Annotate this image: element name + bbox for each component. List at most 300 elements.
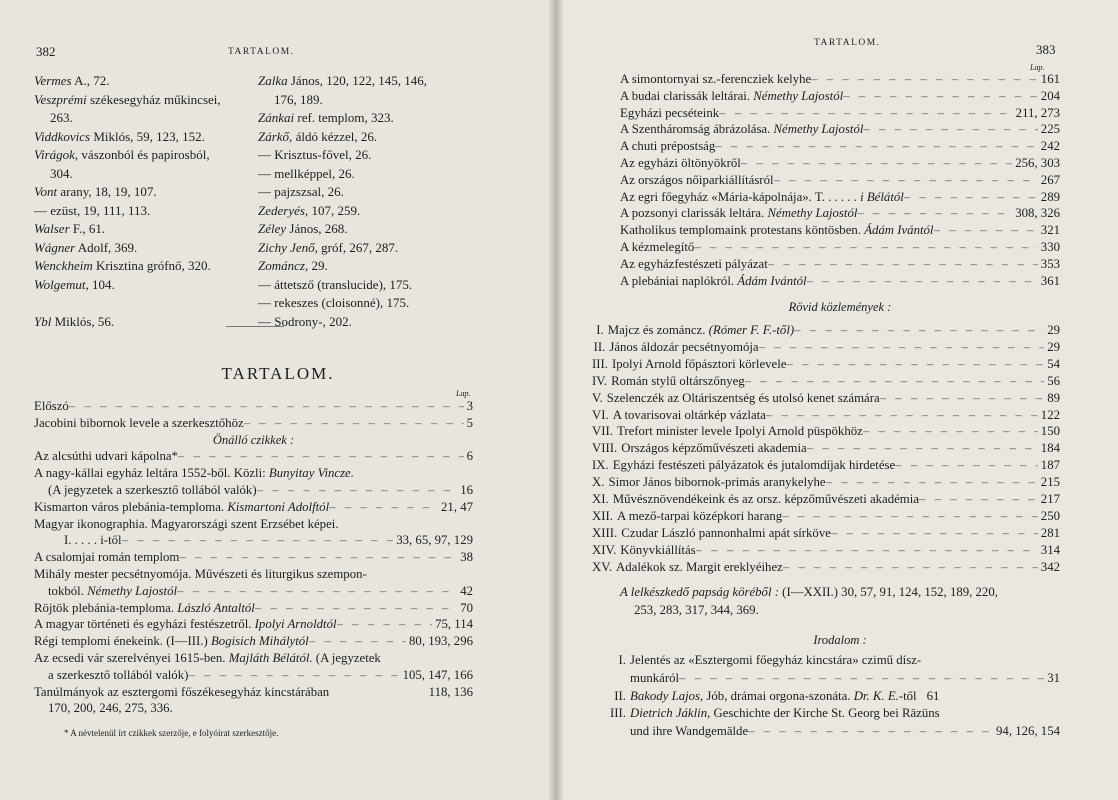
toc-entry-text: Az egyházfestészeti pályázat [620,256,768,271]
index-entry [258,294,498,313]
left-page [0,0,556,800]
toc-entry-author: Némethy Lajostól [767,206,858,221]
toc-leader [337,616,433,633]
toc-entry-text: A budai clarissák leltárai. [620,88,751,103]
toc-entry-text: Az egyházi öltönyökről [620,155,741,170]
toc-entry-title [34,549,179,566]
toc-entry-page: 16 [460,482,473,497]
toc-leader [811,71,1038,88]
toc-entry-title [620,155,741,172]
index-entry [258,239,498,258]
rovid-entry-title [617,423,863,440]
toc-entry-title [34,650,381,667]
toc-entry [34,549,473,566]
toc-entry-text: Kismarton város plebánia-temploma. [34,499,225,514]
rovid-entry-page: 250 [1040,508,1060,523]
toc-entry-title [48,700,173,717]
rovid-entry [592,525,1060,542]
index-entry-name: Zéley [258,221,287,236]
index-entry [34,91,258,110]
rovid-entry-page: 281 [1040,525,1060,540]
toc-entry [34,516,473,533]
index-entry-refs: 176, 189. [274,91,323,107]
toc-entry [34,650,473,667]
index-entry-refs: Miklós, 56. [51,313,115,329]
rovid-entry-text: Művésznövendékeink és az orsz. képzőművészeti akadémia [612,492,919,507]
toc-entry-title [34,465,354,482]
toc-entry-author: László Antaltól [177,600,255,615]
toc-entry-page: 75, 114 [435,617,473,632]
rovid-entry-title [611,373,745,390]
rovid-entry-number: VI. [592,407,609,422]
rovid-entry-text: A mező-tarpai középkori harang [616,508,783,523]
toc-entry-title [620,205,857,222]
rovid-entry [592,390,1060,407]
toc-leader [715,138,1038,155]
rovid-entry [592,407,1060,424]
toc-entry-page: 361 [1040,273,1060,288]
rovid-entry-text: Trefort minister levele Ipolyi Arnold püspökhöz [616,424,863,439]
index-entry-name: Virágok, [34,147,79,162]
toc-leader [880,390,1045,407]
rovid-entry-page: 89 [1047,390,1060,405]
toc-entry-text-2: (A jegyzetek [312,650,381,665]
toc-entry-title [620,256,768,273]
toc-entry-text: A kézmelegítő [620,239,695,254]
toc-entry-title [620,71,811,88]
rovid-entry [592,457,1060,474]
index-entry [34,202,258,221]
toc-entry-title [34,499,329,516]
index-column-1 [34,72,258,331]
toc-entry [620,239,1060,256]
toc-entry-page: 6 [466,449,473,464]
index-entry-refs: 263. [50,110,73,125]
toc-entry-page: 242 [1040,139,1060,154]
toc-leader [895,457,1038,474]
toc-entry-page: 80, 193, 296 [409,634,473,649]
index-entry-refs: — pajzszsal, 26. [258,184,344,199]
toc-leader [741,155,1012,172]
toc-entry-author: i Bélától [860,189,904,204]
toc-entry-author: Ádám Ivántól [737,273,807,288]
toc-entry-author: Némethy Lajostól [753,88,844,103]
lelkesz-label: A lelkészkedő papság köréből : [620,585,779,599]
toc-entry-text: Mihály mester pecsétnyomója. Művészeti és liturgikus szempon- [34,566,367,581]
rovid-entry-number: IX. [592,458,609,473]
toc-entry [34,499,473,516]
toc-entry [34,700,473,717]
index-entry [34,165,258,184]
rovid-entry-text: Ipolyi Arnold főpásztori körlevele [611,356,787,371]
toc-entry-text: Katholikus templomaink protestans köntösben. [620,223,861,238]
toc-entry-author: Ádám Ivántól [864,223,934,238]
index-entry [34,313,258,332]
index-entry [34,109,258,128]
toc-leader [178,448,464,465]
index-entry-refs: gróf, 267, 287. [317,239,399,255]
index-entry [258,165,498,184]
toc-entry [34,633,473,650]
toc-entry [620,88,1060,105]
toc-entry-text: Röjtök plebánia-temploma. [34,600,175,615]
rovid-entry-page: 150 [1040,424,1060,439]
rovid-entry [592,356,1060,373]
toc-entry-text: Jacobini bibornok levele a szerkesztőhöz [34,415,244,430]
index-entry [34,128,258,147]
toc-entry [620,71,1060,88]
toc-entry-page: 204 [1040,88,1060,103]
rovid-entry-title [608,322,794,339]
index-entry-name: Zederyés, [258,202,309,218]
subhead-rovid: Rövid közlemények : [788,300,892,314]
toc-leader [831,525,1038,542]
footnote: * A névtelenül írt czikkek szerzője, e folyóirat szerkesztője. [64,728,279,738]
rovid-entry-title [621,525,831,542]
index-entry-name: Vont [34,184,58,199]
toc-leader [826,474,1038,491]
index-entry-refs: A., 72. [71,73,110,88]
toc-entry-title [34,398,69,415]
rovid-entry [592,508,1060,525]
index-entry-refs: F., 61. [69,221,106,236]
index-entry [34,146,258,165]
rovid-entry [592,542,1060,559]
index-entry [34,183,258,202]
toc-entry [620,256,1060,273]
index-entry-name: Walser [34,221,70,236]
index-entry-refs: — áttetsző (translucide), 175. [258,276,413,292]
toc-entry [34,684,473,701]
index-entry-refs: Miklós, 59, 123, 152. [90,128,205,144]
index-entry [258,276,498,295]
rovid-entry-page: 314 [1040,542,1060,557]
right-running-head: TARTALOM. [814,38,881,48]
toc-entry-title [620,121,863,138]
toc-entry-text: A Szentháromság ábrázolása. [620,122,771,137]
toc-entry-author: Majláth Bélától. [228,650,313,665]
toc-entry-title [620,88,843,105]
rovid-entry [592,423,1060,440]
toc-entry-page: 353 [1040,256,1060,271]
index-entry-refs: — Krisztus-fővel, 26. [258,147,372,162]
toc-entry-page: 211, 273 [1015,105,1060,120]
index-entry [34,72,258,91]
index-entry-refs: János, 268. [286,221,348,236]
toc-leader [794,322,1044,339]
rovid-entry-text: Majcz és zománcz. [607,323,706,337]
rovid-entry-text: Adalékok sz. Margit ereklyéihez [616,559,783,574]
rovid-entry-page: 215 [1040,475,1060,490]
rovid-entry-text: Simor János bibornok-primás aranykelyhe [608,475,826,490]
rovid-entry [592,339,1060,356]
rovid-entry-number: VII. [592,424,613,439]
toc-entry-title [34,415,244,432]
toc-entry [620,138,1060,155]
toc-entry-title [620,222,934,239]
rovid-entry-text: Szelenczék az Oltáriszentség és utolsó kenet számára [606,390,880,405]
left-page-number: 382 [36,44,56,59]
rovid-entry-title [613,491,919,508]
toc-entry-page: 33, 65, 97, 129 [396,533,473,548]
toc-leader [329,499,438,516]
toc-entry-title [34,566,367,583]
toc-entry [34,482,473,499]
rovid-section [620,299,1060,316]
rovid-entry [592,440,1060,457]
toc-entry [34,566,473,583]
index-entry-name: Vermes [34,73,72,88]
toc-entry [34,616,473,633]
toc-entry-author: Bogisich Mihálytól [210,634,309,649]
rovid-entry-author: (Rómer F. F.-től) [708,323,795,337]
rovid-list [592,322,1060,576]
index-column-2 [258,72,498,331]
rovid-entry-text: János áldozár pecsétnyomója [609,339,759,354]
index-entry-refs: — ezüst, 19, 111, 113. [34,202,151,218]
rovid-entry-text: Román stylű oltárszőnyeg [611,373,745,388]
toc-entry [620,121,1060,138]
toc-entry-title [48,482,257,499]
index-entry [258,128,498,147]
toc-entry-text: Az ecsedi vár szerelvényei 1615-ben. [34,650,226,665]
toc-entry-text: Egyházi pecséteink [620,105,720,120]
toc-leader [919,491,1038,508]
toc-leader [934,222,1038,239]
rovid-entry-number: II. [593,339,606,354]
irodalom-section [620,632,1060,649]
rovid-entry-text: A tovarisovai oltárkép vázlata [612,407,766,422]
toc-entry-title [34,633,309,650]
toc-title: TARTALOM. [221,364,335,383]
rovid-entry-page: 217 [1040,492,1060,507]
index-entry-refs: Krisztina grófnő, 320. [92,258,211,273]
toc-entry-page: 42 [460,583,473,598]
rovid-entry-page: 29 [1047,339,1060,354]
rovid-entry [592,322,1060,339]
toc-leader [786,356,1044,373]
index-entry-refs: — rekeszes (cloisonné), 175. [258,295,410,310]
index-entry-name: Zánkai [258,110,295,125]
index-entry-name: Zománcz, [258,258,309,273]
index-entry-refs: 29. [308,258,328,273]
left-running-head: TARTALOM. [228,47,295,57]
toc-entry [620,222,1060,239]
rovid-entry-number: XII. [592,508,613,523]
index-entry-name: Ybl [34,313,52,329]
index-entry-refs: vászonból és papirosból, [78,147,210,162]
toc-entry-page: 308, 326 [1015,206,1060,221]
rovid-entry-title [613,457,896,474]
toc-entry-title [620,138,715,155]
toc-leader [694,239,1038,256]
toc-entry-text: A pozsonyi clarissák leltára. [620,206,765,221]
toc-entry-text: Az egri főegyház «Mária-kápolnája». T. . . . . . [620,189,857,204]
toc-entry-author: Bunyitay Vincze. [268,466,354,481]
irodalom-list [592,652,1060,741]
toc-entry-title [620,273,807,290]
toc-leader [69,398,464,415]
index-entry [258,146,498,165]
toc-leader [309,633,406,650]
index-entry-refs: 304. [50,165,73,181]
rovid-entry-title [609,339,758,356]
toc-entry [620,189,1060,206]
toc-leader [188,667,399,684]
toc-leader [179,549,457,566]
toc-entry [34,415,473,432]
toc-entry-title [34,684,329,701]
toc-entry-page: 105, 147, 166 [402,667,473,682]
rovid-entry-page: 122 [1040,407,1060,422]
toc-entry-text: 170, 200, 246, 275, 336. [48,701,173,716]
index-entry-name: Viddkovics [34,128,91,144]
toc-entry-title [48,667,188,684]
toc-entry-page: 70 [460,600,473,615]
toc-entry [34,583,473,600]
index-entry-name: Veszprémi [34,91,87,107]
index-entry-refs: áldó kézzel, 26. [292,128,378,144]
toc-leader [904,189,1038,206]
index-entry [258,91,498,110]
rovid-entry-title [616,559,783,576]
index-entry-refs: arany, 18, 19, 107. [57,184,157,199]
toc-entry-page: 267 [1040,172,1060,187]
irodalom-item-3: III. Dietrich Jáklin, Geschichte der Kirche St. Georg bei Räzüns [610,706,940,721]
index-entry [34,294,258,313]
index-entry-refs: ref. templom, 323. [294,110,394,125]
toc-entry-text: Előszó [34,399,69,413]
toc-entry-title [620,239,694,256]
toc-leader [257,482,458,499]
toc-entry [34,448,473,465]
irodalom-item-1-cont: munkáról – – – 31 [592,670,1060,688]
toc-entry-text: A simontornyai sz.-ferencziek kelyhe [620,72,812,86]
toc-entry-page: 21, 47 [441,499,473,514]
toc-entry-author: Némethy Lajostól [773,122,864,137]
index-entry-name: Wenckheim [34,258,93,273]
index-entry-name: Zárkő, [258,128,293,144]
rovid-entry-title [612,356,787,373]
toc-entry-title [34,516,339,533]
toc-entry [34,600,473,617]
toc-entry-page: 38 [460,550,473,565]
toc-entry-page: 161 [1040,72,1060,86]
toc-leader [863,423,1038,440]
rovid-entry-number: XV. [592,559,613,574]
toc-entry-text: Magyar ikonographia. Magyarországi szent Erzsébet képei. [34,516,339,531]
rovid-entry-number: VIII. [592,441,618,456]
rovid-entry-number: XI. [592,492,609,507]
rovid-entry-title [620,542,695,559]
lelkesz-pages-1: (I—XXII.) 30, 57, 91, 124, 152, 189, 220, [778,585,998,599]
rovid-entry-number: XIV. [592,542,617,557]
toc-entry-text: A chuti prépostság [620,139,716,154]
rovid-entry [592,373,1060,390]
toc-entry-title [34,616,337,633]
index-entry-refs: János, 120, 122, 145, 146, [287,73,428,88]
index-entry-refs: székesegyház műkincsei, [86,91,221,107]
index-entry [258,257,498,276]
rovid-entry [592,559,1060,576]
toc-entry [34,532,473,549]
toc-leader [244,415,464,432]
toc-entry-page: 3 [466,399,473,413]
toc-entry [34,465,473,482]
toc-entry-page: 321 [1040,223,1060,238]
index-entry [34,276,258,295]
rovid-entry [592,474,1060,491]
toc-entry-title [34,600,255,617]
rovid-entry-title [607,390,880,407]
lap-label-left: Lap. [456,389,471,398]
toc-leader [255,600,457,617]
toc-entry-text: A plebániai naplókról. [620,273,735,288]
rovid-entry-page: 56 [1047,373,1060,388]
toc-entry-title [48,583,177,600]
toc-leader [696,542,1038,559]
toc-entry [34,398,473,415]
toc-entry-author: Némethy Lajostól [87,583,178,598]
index-entry [258,313,498,332]
toc-entry-title [620,105,719,122]
toc-entry [620,172,1060,189]
right-page-number: 383 [1036,42,1056,57]
toc-leader [863,121,1037,138]
index-entry [258,109,498,128]
toc-entry-text: A csalomjai román templom [34,550,180,565]
toc-right-list [620,71,1060,289]
index-entry [258,72,498,91]
irodalom-item-2: II. Bakody Lajos, Jób, drámai orgona-szonáta. Dr. K. E.-től 61 [614,688,940,703]
index-entry [258,202,498,221]
rovid-entry-text: Könyvkiállítás [620,542,696,557]
toc-leader [807,273,1038,290]
index-entry-name: Zalka [258,73,288,88]
toc-leader [857,205,1012,222]
rovid-entry [592,491,1060,508]
toc-leader [177,583,457,600]
rovid-entry-title [617,508,782,525]
index-entry-refs: 107, 259. [308,202,361,218]
toc-entry [620,155,1060,172]
irodalom-item-1: I. Jelentés az «Esztergomi főegyház kincstára» czimű dísz- [618,653,922,667]
rovid-entry-number: IV. [592,373,608,388]
index-entry-name: Wolgemut, [34,276,89,292]
toc-leader [843,88,1038,105]
lelkesz-pages-2: 253, 283, 317, 344, 369. [634,602,759,617]
rovid-entry-text: Egyházi festészeti pályázatok és jutalomdíjak hirdetése [612,458,896,473]
rovid-entry-text: Czudar László pannonhalmi apát sírköve [621,525,831,540]
index-entry [34,220,258,239]
section-divider [226,326,284,327]
toc-entry-text: A nagy-kállai egyház leltára 1552-ből. Közli: [34,466,266,481]
rovid-entry-number: XIII. [592,525,618,540]
toc-entry-page: 256, 303 [1015,155,1060,170]
toc-leader [759,339,1045,356]
toc-leader [783,559,1038,576]
index-entry-name: Zichy Jenő, [258,239,318,255]
toc-entry-text: a szerkesztő tollából valók) [48,667,189,682]
rovid-entry-page: 29 [1047,323,1060,337]
index-entry [258,183,498,202]
right-page [556,0,1118,800]
rovid-entry-number: III. [592,356,608,371]
toc-entry-text: tokból. [48,583,84,598]
index-entry-refs: — mellképpel, 26. [258,165,355,181]
toc-entry-title [620,189,904,206]
rovid-entry-title [621,440,806,457]
